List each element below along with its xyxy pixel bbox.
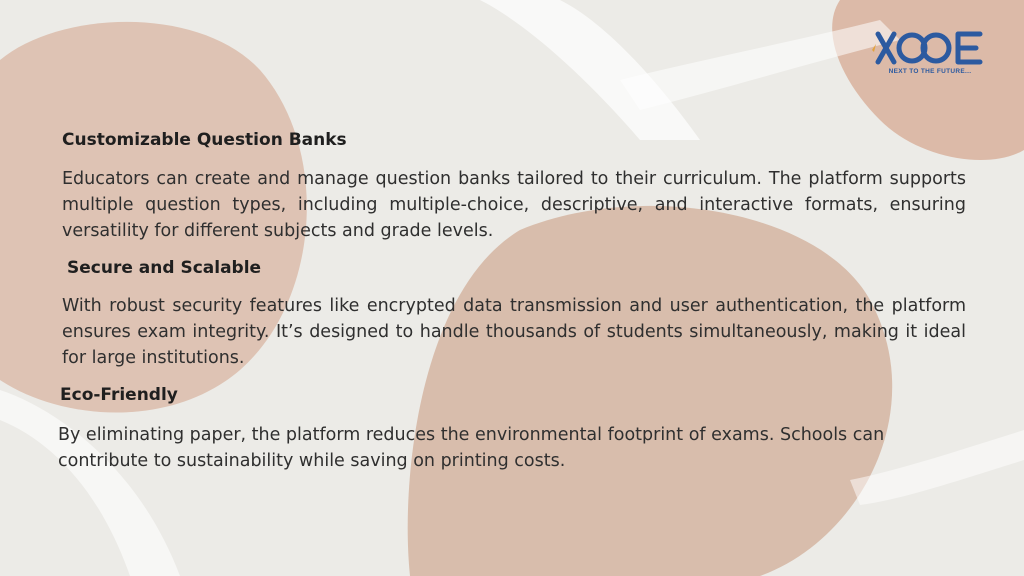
logo-tagline: NEXT TO THE FUTURE... [888,68,972,75]
center-blob [408,206,893,576]
body-secure-scalable: With robust security features like encrypted data transmission and user authentication, the platform ensures exam integrity. It’s designed to handle thousands of students simultaneously, making it ideal for large institutions. [62,296,966,368]
logo-mark-icon [870,28,990,68]
heading-eco-friendly: Eco-Friendly [60,385,178,405]
body-eco-friendly: By eliminating paper, the platform reduces the environmental footprint of exams. Schools can contribute to sustainability while saving on printing costs. [58,425,885,471]
body-question-banks: Educators can create and manage question banks tailored to their curriculum. The platform supports multiple question types, including multiple-choice, descriptive, and interactive formats, ensuring versatility for different subjects and grade levels. [62,169,966,241]
heading-secure-scalable: Secure and Scalable [67,258,262,278]
white-streak-left [0,390,180,576]
top-right-blob [832,0,1024,160]
heading-question-banks: Customizable Question Banks [62,130,347,150]
company-logo [870,28,990,80]
